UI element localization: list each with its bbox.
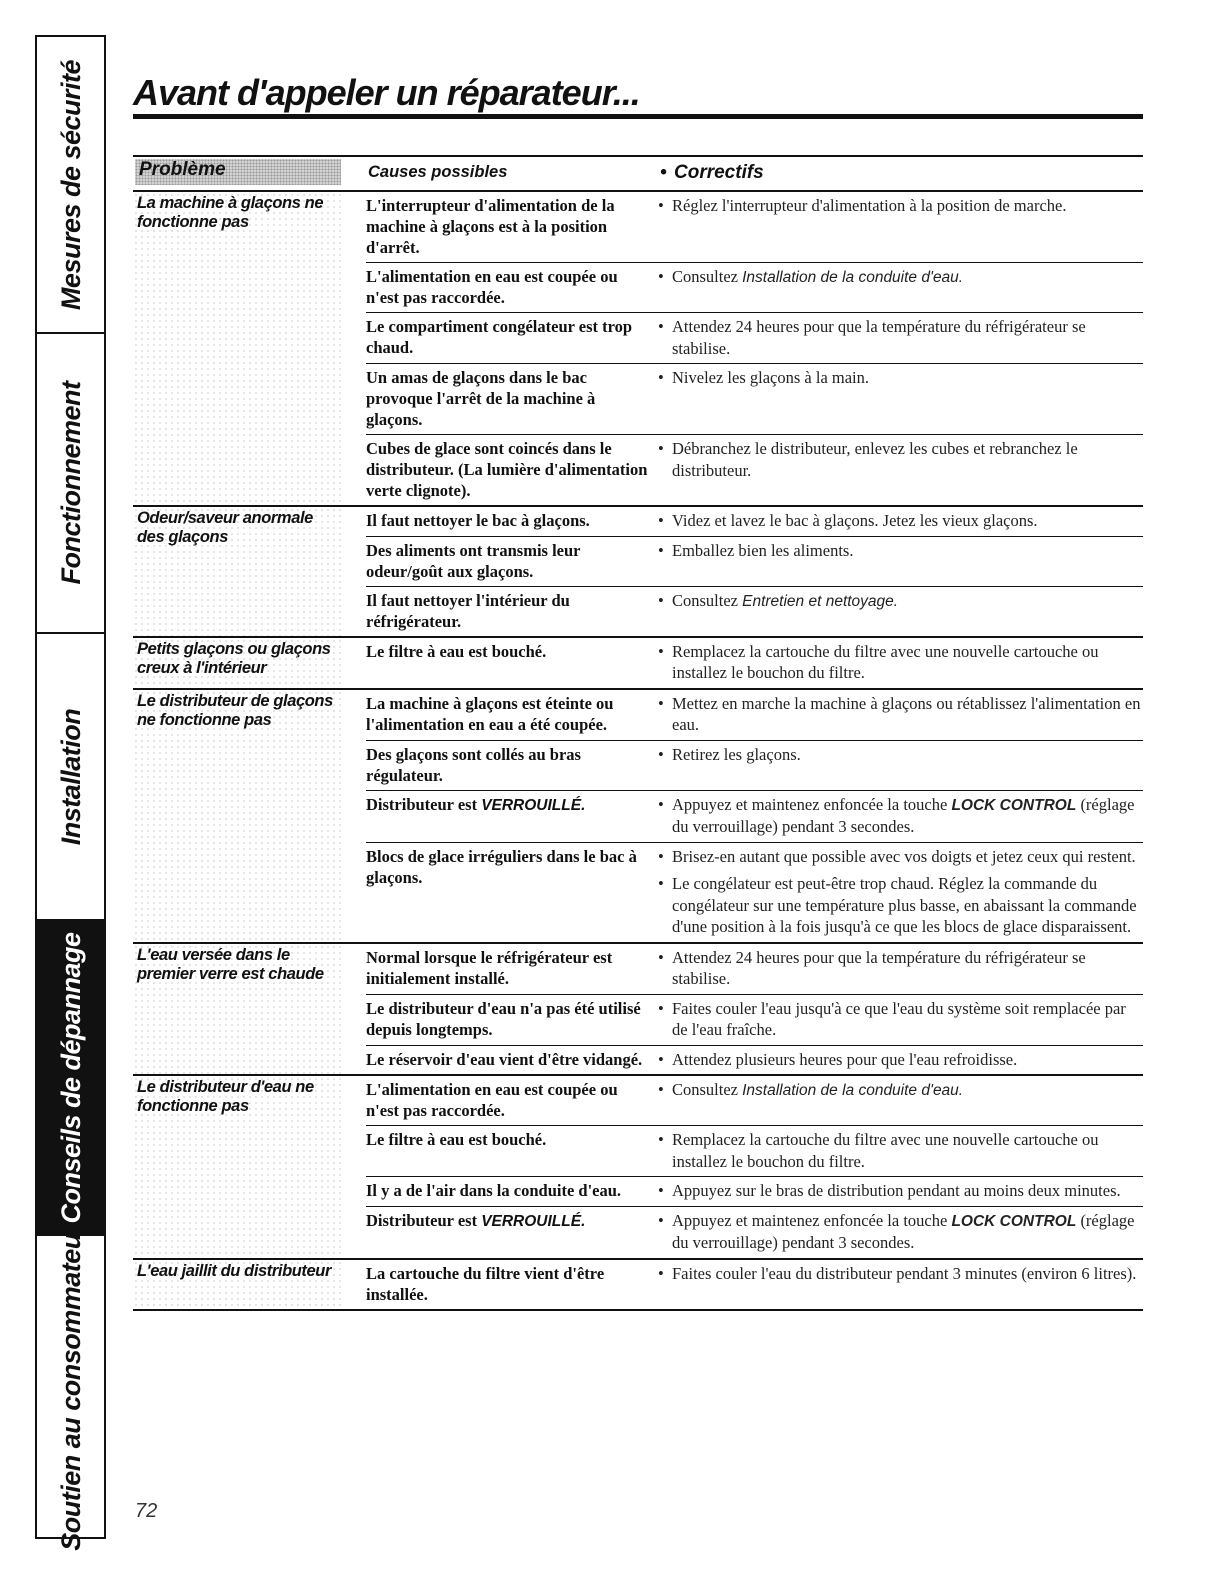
- cause-text: Distributeur est: [366, 794, 482, 814]
- fix-cell: [656, 1049, 1143, 1071]
- fix-item: [656, 744, 1143, 766]
- cause-text: Le compartiment congélateur est trop chaud.: [366, 317, 633, 357]
- cause-text: Il faut nettoyer l'intérieur du réfrigérateur.: [366, 590, 570, 631]
- fix-cell: [656, 540, 1143, 582]
- fix-text: Mettez en marche la machine à glaçons ou rétablissez l'alimentation en eau.: [672, 693, 1141, 734]
- cause-cell: [366, 1049, 656, 1071]
- cause-cell: [366, 367, 656, 430]
- cause-text: La machine à glaçons est éteinte ou l'alimentation en eau a été coupée.: [366, 693, 614, 734]
- fix-cell: [656, 947, 1143, 990]
- cause-text: Il y a de l'air dans la conduite d'eau.: [366, 1181, 622, 1200]
- cause-cell: [366, 510, 656, 532]
- fix-cell: [656, 510, 1143, 532]
- fix-item: [656, 846, 1143, 868]
- fix-item: [656, 266, 1143, 289]
- fix-item: [656, 998, 1143, 1041]
- side-tab-installation[interactable]: Installation: [35, 632, 106, 919]
- fix-cell: [656, 641, 1143, 684]
- fix-item: [656, 540, 1143, 562]
- fix-cell: [656, 316, 1143, 359]
- fix-item: [656, 641, 1143, 684]
- cause-text: L'alimentation en eau est coupée ou n'est pas raccordée.: [366, 1080, 618, 1120]
- table-row: [366, 638, 1143, 688]
- cause-text: Le filtre à eau est bouché.: [366, 641, 547, 661]
- fix-cell: [656, 1129, 1143, 1172]
- fix-item: [656, 195, 1143, 217]
- problem-group: [133, 638, 1143, 690]
- cause-text: Un amas de glaçons dans le bac provoque l'arrêt de la machine à glaçons.: [366, 368, 596, 429]
- cause-rows: [366, 192, 1143, 505]
- fix-item: [656, 1210, 1143, 1254]
- table-row: [366, 1076, 1143, 1125]
- problem-group: [133, 944, 1143, 1077]
- cause-text: Distributeur est: [366, 1210, 482, 1230]
- header-causes: Causes possibles: [368, 163, 508, 181]
- cause-text: Blocs de glace irréguliers dans le bac à glaçons.: [366, 846, 637, 887]
- table-body: [133, 192, 1143, 1311]
- problem-label: L'eau versée dans le premier verre est chaude: [137, 945, 324, 983]
- fix-text: Le congélateur est peut-être trop chaud. Réglez la commande du congélateur sur une température plus basse, en abaissant la commande d'une position à la fois jusqu'à ce que les blocs de glace disparaissent.: [672, 874, 1137, 936]
- side-tab-safety[interactable]: Mesures de sécurité: [35, 35, 106, 332]
- fix-reference: Installation de la conduite d'eau.: [742, 269, 964, 286]
- cause-text: Il faut nettoyer le bac à glaçons.: [366, 511, 590, 530]
- fix-text: Consultez: [672, 267, 743, 286]
- cause-rows: [366, 944, 1143, 1075]
- fix-cell: [656, 794, 1143, 838]
- cause-cell: [366, 540, 656, 582]
- fix-cell: [656, 1210, 1143, 1254]
- fix-text: Consultez: [672, 1080, 743, 1099]
- side-tabs: [35, 35, 106, 1551]
- fix-text: Appuyez et maintenez enfoncée la touche: [672, 794, 952, 814]
- fix-cell: [656, 438, 1143, 501]
- table-row: [366, 994, 1143, 1045]
- cause-cell: [366, 1129, 656, 1172]
- table-row: [366, 944, 1143, 994]
- problem-label: Odeur/saveur anormale des glaçons: [137, 509, 313, 546]
- fix-item: [656, 438, 1143, 481]
- fix-text: Remplacez la cartouche du filtre avec une nouvelle cartouche ou installez le bouchon du filtre.: [672, 1130, 1099, 1171]
- fix-item: [656, 590, 1143, 613]
- table-row: [366, 1045, 1143, 1075]
- fix-item: [656, 1263, 1143, 1285]
- fix-cell: [656, 1180, 1143, 1202]
- table-row: [366, 586, 1143, 636]
- table-header: [133, 155, 1143, 192]
- fix-cell: [656, 266, 1143, 308]
- fix-text-after: (réglage du verrouillage) pendant 3 secondes.: [672, 1210, 1135, 1252]
- fix-text: Faites couler l'eau du distributeur pendant 3 minutes (environ 6 litres).: [672, 1263, 1137, 1283]
- problem-label: Petits glaçons ou glaçons creux à l'intérieur: [137, 639, 331, 677]
- fix-text: Nivelez les glaçons à la main.: [672, 368, 870, 387]
- problem-cell: [133, 1260, 345, 1309]
- side-tab-operation[interactable]: Fonctionnement: [35, 332, 106, 632]
- cause-text: Des glaçons sont collés au bras régulateur.: [366, 744, 581, 785]
- fix-item: [656, 510, 1143, 532]
- fix-text: Faites couler l'eau jusqu'à ce que l'eau du système soit remplacée par de l'eau fraîche.: [672, 998, 1126, 1039]
- cause-emphasis: VERROUILLÉ.: [481, 796, 586, 814]
- cause-cell: [366, 846, 656, 938]
- cause-text: Le distributeur d'eau n'a pas été utilisé depuis longtemps.: [366, 998, 641, 1039]
- table-row: [366, 842, 1143, 942]
- fix-cell: [656, 744, 1143, 786]
- problem-group: [133, 507, 1143, 638]
- cause-text: Le réservoir d'eau vient d'être vidangé.: [366, 1049, 643, 1069]
- problem-cell: [133, 1076, 345, 1258]
- fix-item: [656, 1049, 1143, 1071]
- fix-item: [656, 316, 1143, 359]
- fix-cell: [656, 195, 1143, 258]
- problem-label: Le distributeur d'eau ne fonctionne pas: [137, 1078, 314, 1115]
- table-row: [366, 1206, 1143, 1258]
- cause-text: Normal lorsque le réfrigérateur est initialement installé.: [366, 947, 613, 988]
- cause-text: Cubes de glace sont coincés dans le distributeur. (La lumière d'alimentation verte clignote).: [366, 439, 648, 500]
- cause-cell: [366, 947, 656, 990]
- cause-cell: [366, 641, 656, 684]
- cause-cell: [366, 195, 656, 258]
- fix-item: [656, 693, 1143, 736]
- cause-text: La cartouche du filtre vient d'être installée.: [366, 1263, 605, 1304]
- table-row: [366, 536, 1143, 586]
- fix-item: [656, 794, 1143, 838]
- fix-text: Retirez les glaçons.: [672, 744, 801, 764]
- problem-cell: [133, 507, 345, 636]
- fix-text: Réglez l'interrupteur d'alimentation à la position de marche.: [672, 196, 1067, 215]
- fix-cell: [656, 367, 1143, 430]
- fix-text: Débranchez le distributeur, enlevez les cubes et rebranchez le distributeur.: [672, 439, 1078, 480]
- problem-label: La machine à glaçons ne fonctionne pas: [137, 194, 324, 231]
- fix-reference: Entretien et nettoyage.: [742, 592, 899, 610]
- fix-text: Brisez-en autant que possible avec vos doigts et jetez ceux qui restent.: [672, 846, 1136, 866]
- problem-cell: [133, 944, 345, 1075]
- table-row: [366, 790, 1143, 842]
- cause-cell: [366, 1180, 656, 1202]
- problem-group: [133, 1260, 1143, 1311]
- fix-item: [656, 873, 1143, 938]
- fix-text: Emballez bien les aliments.: [672, 540, 854, 560]
- fix-item: [656, 947, 1143, 990]
- troubleshooting-table: [133, 155, 1143, 1311]
- page-number: 72: [135, 1500, 158, 1522]
- table-row: [366, 434, 1143, 505]
- cause-rows: [366, 1076, 1143, 1258]
- fix-text: Appuyez et maintenez enfoncée la touche: [672, 1210, 952, 1230]
- cause-cell: [366, 1263, 656, 1305]
- table-row: [366, 1176, 1143, 1206]
- fix-text: Remplacez la cartouche du filtre avec une nouvelle cartouche ou installez le bouchon du filtre.: [672, 641, 1099, 682]
- fix-text: Consultez: [672, 590, 743, 610]
- cause-cell: [366, 1079, 656, 1121]
- fix-key-label: LOCK CONTROL: [951, 796, 1077, 814]
- table-row: [366, 312, 1143, 363]
- fix-text: Attendez 24 heures pour que la température du réfrigérateur se stabilise.: [672, 947, 1086, 988]
- cause-cell: [366, 438, 656, 501]
- problem-group: [133, 690, 1143, 944]
- fix-text-after: (réglage du verrouillage) pendant 3 secondes.: [672, 794, 1135, 836]
- table-row: [366, 262, 1143, 312]
- side-tab-troubleshooting[interactable]: Conseils de dépannage: [35, 919, 106, 1234]
- fix-item: [656, 1180, 1143, 1202]
- table-row: [366, 192, 1143, 262]
- cause-rows: [366, 690, 1143, 942]
- problem-label: L'eau jaillit du distributeur: [137, 1261, 332, 1280]
- cause-emphasis: VERROUILLÉ.: [481, 1212, 586, 1230]
- cause-cell: [366, 1210, 656, 1254]
- cause-cell: [366, 266, 656, 308]
- problem-cell: [133, 690, 345, 942]
- cause-text: Des aliments ont transmis leur odeur/goût aux glaçons.: [366, 540, 581, 581]
- page-title: Avant d'appeler un réparateur...: [133, 72, 640, 113]
- title-rule: [133, 114, 1143, 119]
- problem-group: [133, 1076, 1143, 1260]
- fix-item: [656, 1129, 1143, 1172]
- fix-item: [656, 367, 1143, 389]
- cause-cell: [366, 998, 656, 1041]
- problem-label: Le distributeur de glaçons ne fonctionne pas: [137, 691, 333, 729]
- problem-cell: [133, 638, 345, 688]
- problem-group: [133, 192, 1143, 507]
- cause-cell: [366, 590, 656, 632]
- fix-text: Appuyez sur le bras de distribution pendant au moins deux minutes.: [672, 1181, 1121, 1200]
- table-row: [366, 1125, 1143, 1176]
- fix-cell: [656, 590, 1143, 632]
- cause-text: L'alimentation en eau est coupée ou n'est pas raccordée.: [366, 267, 618, 307]
- header-problem: Problème: [135, 159, 341, 185]
- header-fixes: • Correctifs: [658, 162, 1225, 184]
- cause-cell: [366, 316, 656, 359]
- fix-key-label: LOCK CONTROL: [951, 1212, 1077, 1230]
- cause-cell: [366, 744, 656, 786]
- fix-item: [656, 1079, 1143, 1102]
- table-row: [366, 1260, 1143, 1309]
- cause-text: Le filtre à eau est bouché.: [366, 1130, 547, 1149]
- fix-text: Attendez plusieurs heures pour que l'eau refroidisse.: [672, 1049, 1018, 1069]
- fix-text: Videz et lavez le bac à glaçons. Jetez les vieux glaçons.: [672, 511, 1038, 530]
- cause-cell: [366, 794, 656, 838]
- problem-cell: [133, 192, 345, 505]
- side-tab-consumer-support[interactable]: Soutien au consommateur: [35, 1234, 106, 1539]
- table-row: [366, 690, 1143, 740]
- fix-cell: [656, 1263, 1143, 1305]
- fix-cell: [656, 998, 1143, 1041]
- fix-text: Attendez 24 heures pour que la température du réfrigérateur se stabilise.: [672, 317, 1086, 358]
- table-row: [366, 363, 1143, 434]
- table-row: [366, 507, 1143, 536]
- cause-cell: [366, 693, 656, 736]
- cause-text: L'interrupteur d'alimentation de la machine à glaçons est à la position d'arrêt.: [366, 196, 615, 257]
- fix-cell: [656, 693, 1143, 736]
- cause-rows: [366, 1260, 1143, 1309]
- fix-cell: [656, 1079, 1143, 1121]
- fix-reference: Installation de la conduite d'eau.: [742, 1082, 964, 1099]
- cause-rows: [366, 638, 1143, 688]
- fix-cell: [656, 846, 1143, 938]
- cause-rows: [366, 507, 1143, 636]
- table-row: [366, 740, 1143, 790]
